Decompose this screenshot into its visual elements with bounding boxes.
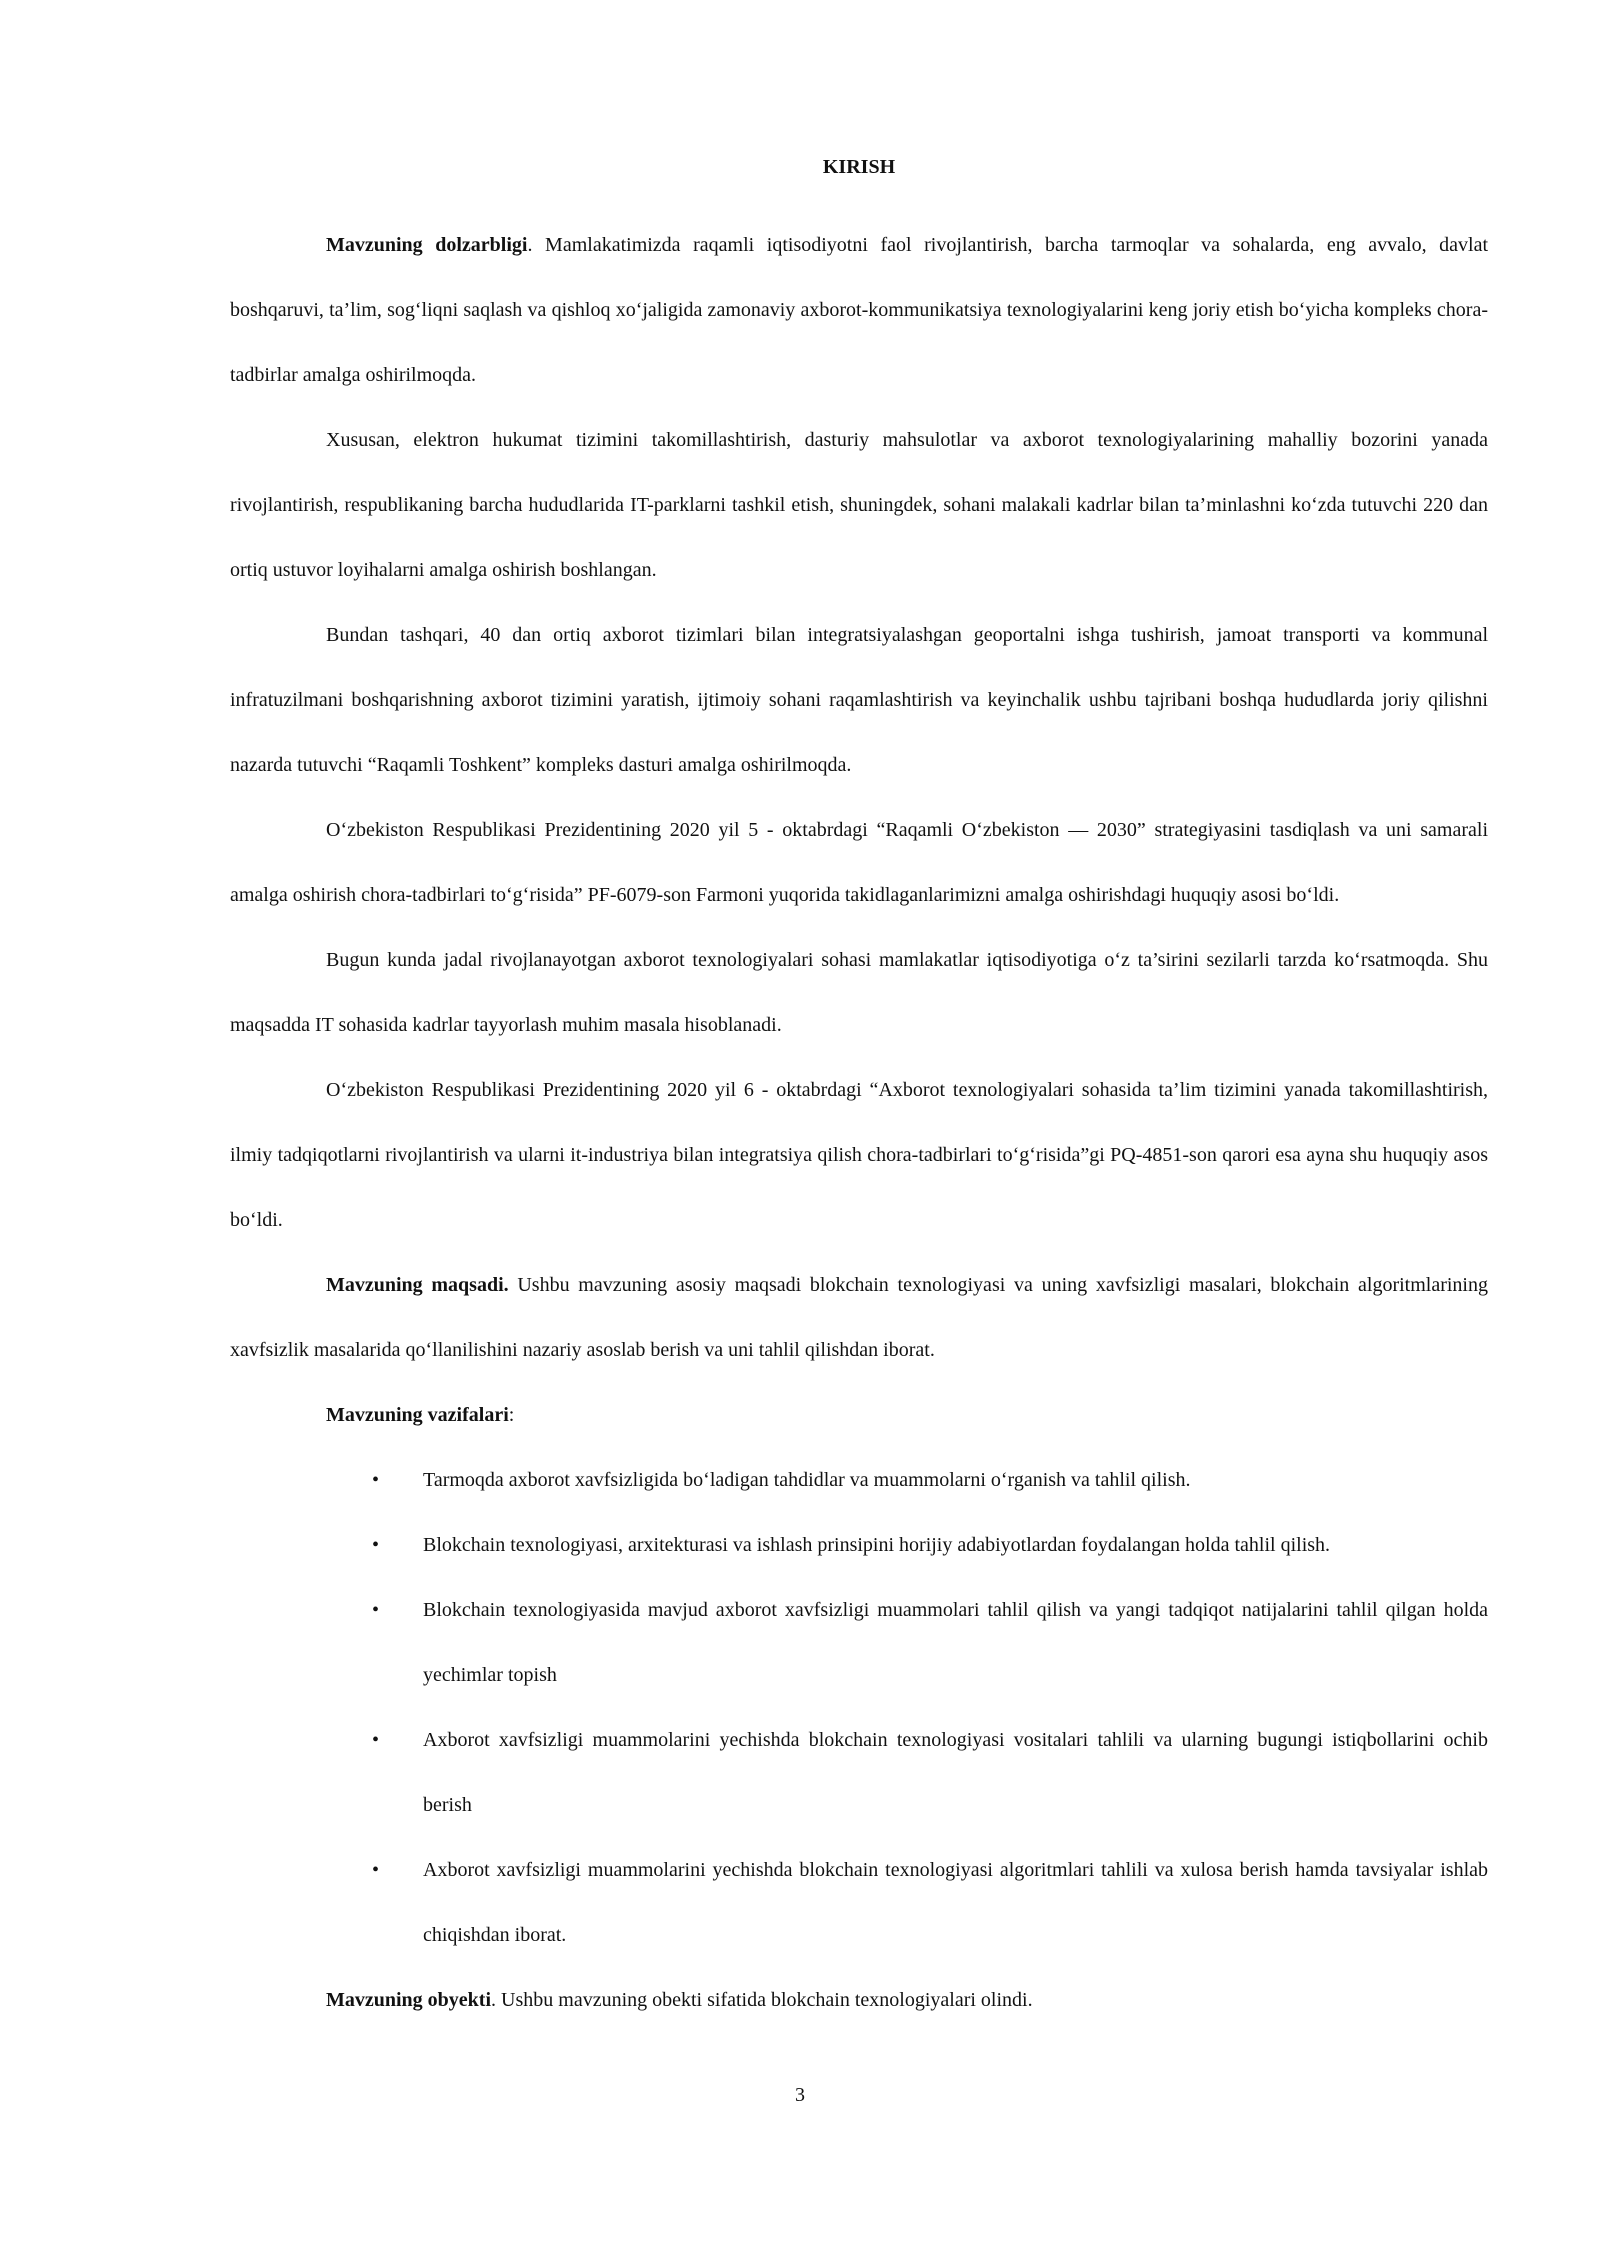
paragraph (230, 408, 1488, 603)
paragraph (230, 603, 1488, 798)
page-number: 3 (795, 2084, 805, 2106)
paragraph-text: O‘zbekiston Respublikasi Prezidentining 2020 yil 6 - oktabrdagi “Axborot texnologiyalari sohasida ta’lim tizimini yanada takomillashtirish, ilmiy tadqiqotlarni rivojlantirish va ularni it-industriya bilan integratsiya qilish chora-tadbirlari to‘g‘risida”gi PQ-4851-son qarori esa ayna shu huquqiy asos bo‘ldi. (230, 1079, 1488, 1231)
list-item (230, 1448, 1488, 1513)
paragraph-text: Bundan tashqari, 40 dan ortiq axborot tizimlari bilan integratsiyalashgan geoportalni ishga tushirish, jamoat transporti va kommunal infratuzilmani boshqarishning axborot tizimini yaratish, ijtimoiy sohani raqamlashtirish va keyinchalik ushbu tajribani boshqa hududlarda joriy qilishni nazarda tutuvchi “Raqamli Toshkent” kompleks dasturi amalga oshirilmoqda. (230, 624, 1488, 776)
bullet-icon: • (372, 1534, 380, 1556)
paragraph (230, 1058, 1488, 1253)
paragraph-label: Mavzuning obyekti (326, 1989, 492, 2011)
list-item-text: Axborot xavfsizligi muammolarini yechishda blokchain texnologiyasi algoritmlari tahlili va xulosa berish hamda tavsiyalar ishlab chiqishdan iborat. (423, 1859, 1488, 1946)
paragraph-text: Bugun kunda jadal rivojlanayotgan axborot texnologiyalari sohasi mamlakatlar iqtisodiyotiga o‘z ta’sirini sezilarli tarzda ko‘rsatmoqda. Shu maqsadda IT sohasida kadrlar tayyorlash muhim masala hisoblanadi. (230, 949, 1488, 1036)
paragraph-text: O‘zbekiston Respublikasi Prezidentining 2020 yil 5 - oktabrdagi “Raqamli O‘zbekiston — 2030” strategiyasini tasdiqlash va uni samarali amalga oshirish chora-tadbirlari to‘g‘risida” PF-6079-son Farmoni yuqorida takidlaganlarimizni amalga oshirishdagi huquqiy asosi bo‘ldi. (230, 819, 1488, 906)
list-item-text: Tarmoqda axborot xavfsizligida bo‘ladigan tahdidlar va muammolarni o‘rganish va tahlil qilish. (423, 1469, 1191, 1491)
list-item-text: Blokchain texnologiyasida mavjud axborot xavfsizligi muammolari tahlil qilish va yangi tadqiqot natijalarini tahlil qilgan holda yechimlar topish (423, 1599, 1488, 1686)
paragraph-text: : (508, 1404, 515, 1426)
list-item (230, 1838, 1488, 1968)
list-item-text: Blokchain texnologiyasi, arxitekturasi va ishlash prinsipini horijiy adabiyotlardan foydalangan holda tahlil qilish. (423, 1534, 1331, 1556)
paragraph-text: Ushbu mavzuning asosiy maqsadi blokchain texnologiyasi va uning xavfsizligi masalari, blokchain algoritmlarining xavfsizlik masalarida qo‘llanilishini nazariy asoslab berish va uni tahlil qilishdan iborat. (230, 1274, 1488, 1361)
paragraph-relevance (230, 213, 1488, 408)
paragraph-label: Mavzuning vazifalari (326, 1404, 509, 1426)
paragraph-goal (230, 1253, 1488, 1383)
bullet-icon: • (372, 1729, 380, 1751)
bullet-icon: • (372, 1469, 380, 1491)
list-item (230, 1513, 1488, 1578)
paragraph-label: Mavzuning dolzarbligi (326, 234, 528, 256)
list-item (230, 1578, 1488, 1708)
paragraph-text: . Ushbu mavzuning obekti sifatida blokchain texnologiyalari olindi. (491, 1989, 1033, 2011)
bullet-icon: • (372, 1599, 380, 1621)
paragraph-text: . Mamlakatimizda raqamli iqtisodiyotni faol rivojlantirish, barcha tarmoqlar va sohalarda, eng avvalo, davlat boshqaruvi, ta’lim, sog‘liqni saqlash va qishloq xo‘jaligida zamonaviy axborot-kommunikatsiya texnologiyalarini keng joriy etish bo‘yicha kompleks chora-tadbirlar amalga oshirilmoqda. (230, 234, 1489, 386)
document-body (230, 148, 1488, 2033)
paragraph-text: Xususan, elektron hukumat tizimini takomillashtirish, dasturiy mahsulotlar va axborot texnologiyalarining mahalliy bozorini yanada rivojlantirish, respublikaning barcha hududlarida IT-parklarni tashkil etish, shuningdek, sohani malakali kadrlar bilan ta’minlashni ko‘zda tutuvchi 220 dan ortiq ustuvor loyihalarni amalga oshirish boshlangan. (230, 429, 1488, 581)
list-item (230, 1708, 1488, 1838)
tasks-list (230, 1448, 1488, 1968)
paragraph (230, 928, 1488, 1058)
paragraph (230, 798, 1488, 928)
paragraph-label: Mavzuning maqsadi. (326, 1274, 509, 1296)
paragraph-object (230, 1968, 1488, 2033)
bullet-icon: • (372, 1859, 380, 1881)
section-heading: KIRISH (822, 156, 896, 178)
paragraph-tasks-heading (230, 1383, 1488, 1448)
list-item-text: Axborot xavfsizligi muammolarini yechishda blokchain texnologiyasi vositalari tahlili va ularning bugungi istiqbollarini ochib berish (423, 1729, 1488, 1816)
